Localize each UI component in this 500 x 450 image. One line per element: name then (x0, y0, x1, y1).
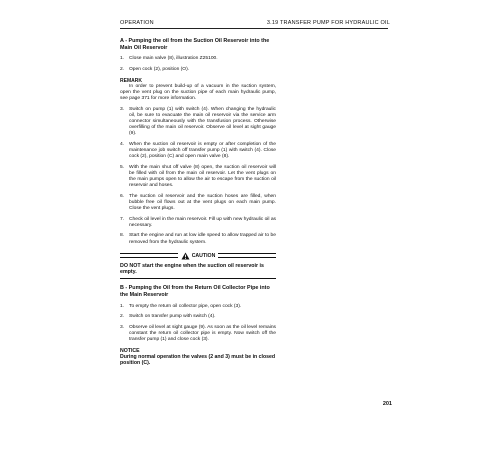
item-number: 5. (120, 164, 125, 170)
item-number: 7. (120, 216, 125, 222)
item-text: Observe oil level at sight gauge (9). As soon as the oil level remains constant the return oil collector pipe is empty. Now switch off the transfer pump (1) and close cock (3). (129, 324, 276, 343)
list-item (120, 165, 276, 189)
list-item (120, 325, 276, 343)
list-item (120, 107, 276, 137)
notice-text: During normal operation the valves (2 and 3) must be in closed position (C). (120, 354, 276, 367)
item-number: 1. (120, 303, 125, 309)
item-text: Open cock (2), position (O). (129, 66, 190, 72)
section-a-title: A - Pumping the oil from the Suction Oil Reservoir into the Main Oil Reservoir (120, 38, 270, 51)
warning-triangle-icon (181, 252, 190, 260)
item-number: 2. (120, 314, 125, 320)
content-column (120, 38, 276, 367)
section-b-title: B - Pumping the Oil from the Return Oil Collector Pipe into the Main Reservoir (120, 285, 270, 298)
list-item (120, 194, 276, 212)
remark-text: In order to prevent build-up of a vacuum in the suction system, open the vent plug on the suction pipe of each main hydraulic pump, see page 371 for more information. (120, 83, 276, 101)
caution-text: DO NOT start the engine when the suction oil reservoir is empty. (120, 262, 264, 275)
item-text: Start the engine and run at low idle speed to allow trapped air to be removed from the hydraulic system. (129, 233, 276, 245)
item-number: 6. (120, 193, 125, 199)
caution-label-group (178, 252, 219, 260)
caution-label: CAUTION (191, 252, 216, 259)
item-number: 8. (120, 233, 125, 239)
item-number: 4. (120, 141, 125, 147)
item-number: 1. (120, 56, 125, 62)
list-item (120, 217, 276, 229)
list-item (120, 233, 276, 245)
caution-banner (120, 252, 276, 260)
item-text: Switch on transfer pump with switch (4). (129, 314, 216, 320)
list-item (120, 304, 276, 310)
item-text: With the main shut off valve (8) open, the suction oil reservoir will be filled with oil from the main oil reservoir. Let the vent plugs on the main pumps open to allow the air to escape from the suction oil reservoir and hoses. (129, 164, 276, 189)
caution-bar-right (218, 253, 276, 258)
header-section: OPERATION (120, 20, 154, 26)
item-text: Check oil level in the main reservoir. Fill up with new hydraulic oil as necessary. (129, 216, 276, 228)
page-number: 201 (382, 401, 392, 407)
remark-heading: REMARK (120, 77, 142, 84)
item-text: Switch on pump (1) with switch (4). When changing the hydraulic oil, be sure to evacuate the main oil reservoir via the service arm connector simultaneously with the transfusion process. Otherwise overfilling of the main oil reservoir. Observe oil level at sight gauge (9). (129, 106, 276, 137)
caution-rule (120, 278, 276, 279)
item-number: 3. (120, 324, 125, 330)
header-rule (120, 28, 388, 29)
list-item (120, 142, 276, 160)
notice-heading: NOTICE (120, 347, 140, 354)
item-text: When the suction oil reservoir is empty or after completion of the maintenance job switch off transfer pump (1) with switch (4). Close cock (2), position (C) and open main valve (8). (129, 141, 276, 160)
list-item (120, 67, 276, 73)
item-number: 2. (120, 66, 125, 72)
caution-bar-left (120, 253, 178, 258)
item-number: 3. (120, 106, 125, 112)
list-item (120, 314, 276, 320)
header-chapter: 3.19 TRANSFER PUMP FOR HYDRAULIC OIL (266, 20, 390, 26)
item-text: To empty the return oil collector pipe, open cock (3). (129, 303, 242, 309)
item-text: The suction oil reservoir and the suction hoses are filled, when bubble free oil flows out at the vent plugs on each main pump. Close the vent plugs. (129, 193, 276, 211)
list-item (120, 56, 276, 62)
item-text: Close main valve (8), illustration Z25100. (129, 56, 218, 62)
